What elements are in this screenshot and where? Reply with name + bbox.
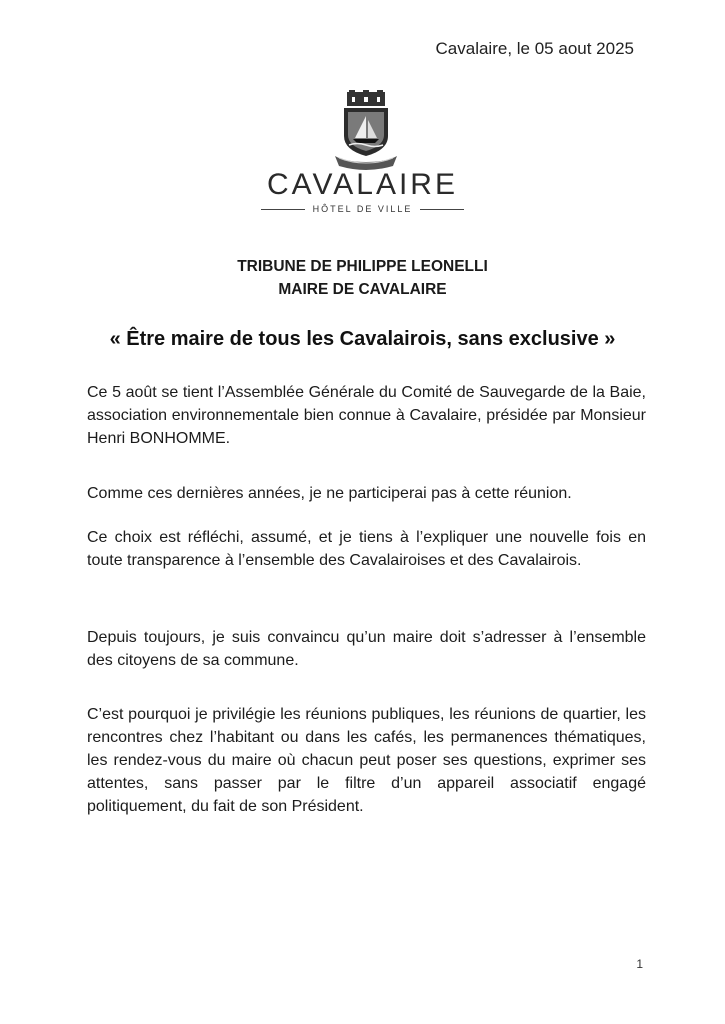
mayor-heading: MAIRE DE CAVALAIRE (278, 281, 447, 298)
paragraph: Depuis toujours, je suis convaincu qu’un maire doit s’adresser à l’ensemble des citoyens de sa commune. (87, 629, 646, 669)
town-name: CAVALAIRE (267, 168, 458, 201)
document-title: « Être maire de tous les Cavalairois, sans exclusive » (109, 328, 616, 350)
paragraph: Ce 5 août se tient l’Assemblée Générale du Comité de Sauvegarde de la Baie, association environnementale bien connue à Cavalaire, présidée par Monsieur Henri BONHOMME. (87, 384, 646, 447)
town-subtitle: HÔTEL DE VILLE (312, 204, 413, 214)
tribune-heading: TRIBUNE DE PHILIPPE LEONELLI (237, 258, 488, 275)
paragraph: Comme ces dernières années, je ne participerai pas à cette réunion. (87, 485, 572, 502)
town-crest-icon (333, 90, 399, 170)
divider (261, 209, 305, 210)
paragraph: Ce choix est réfléchi, assumé, et je tiens à l’expliquer une nouvelle fois en toute transparence à l’ensemble des Cavalairoises et des Cavalairois. (87, 529, 646, 569)
page-number: 1 (636, 957, 643, 971)
document-date: Cavalaire, le 05 aout 2025 (435, 39, 634, 58)
town-subtitle-row (0, 204, 725, 214)
divider (420, 209, 464, 210)
paragraph: C’est pourquoi je privilégie les réunions publiques, les réunions de quartier, les rencontres chez l’habitant ou dans les cafés, les permanences thématiques, les rendez-vous du maire où chacun peut poser ses questions, exprimer ses attentes, sans passer par le filtre d’un appareil associatif engagé politiquement, du fait de son Président. (87, 706, 646, 815)
